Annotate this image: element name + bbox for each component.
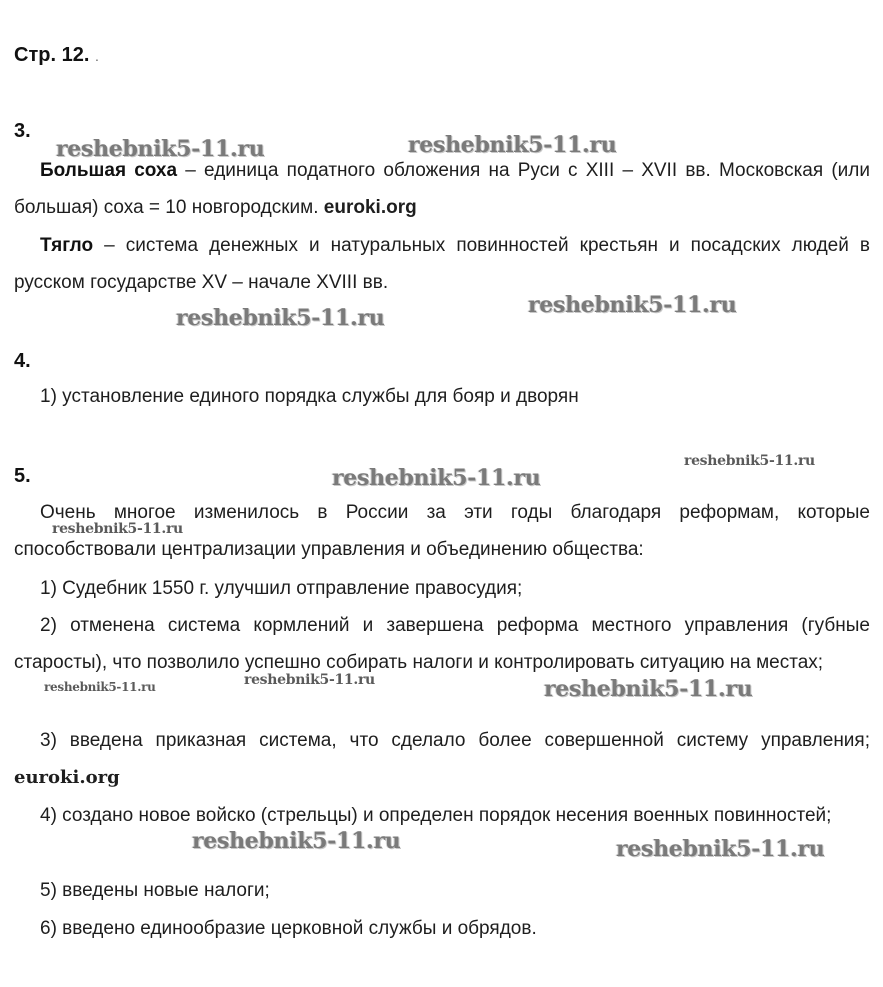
watermark: reshebnik5-11.ru <box>176 305 385 331</box>
watermark: reshebnik5-11.ru <box>52 521 183 537</box>
section-5-item-3-text: 3) введена приказная система, что сделало более совершенной систему управления; <box>40 730 870 751</box>
watermark: reshebnik5-11.ru <box>244 672 375 688</box>
definition-tyaglo: – система денежных и натуральных повинностей крестьян и посадских людей в русском государстве XV – начале XVIII вв. <box>14 235 870 293</box>
watermark: reshebnik5-11.ru <box>684 453 815 469</box>
section-4-item-1: 1) установление единого порядка службы для бояр и дворян <box>40 386 579 407</box>
section-5-intro-text: Очень многое изменилось в России за эти годы благодаря реформам, которые способствовали централизации управления и объединению общества: <box>14 502 870 560</box>
watermark: reshebnik5-11.ru <box>56 136 265 162</box>
page-title <box>14 44 99 67</box>
watermark: reshebnik5-11.ru <box>528 292 737 318</box>
section-5-item-4-text: 4) создано новое войско (стрельцы) и определен порядок несения военных повинностей; <box>40 805 832 826</box>
section-3-paragraph-2 <box>14 227 870 301</box>
section-3-paragraph-1 <box>14 152 870 226</box>
section-4-number: 4. <box>14 350 31 372</box>
section-5-item-6: 6) введено единообразие церковной службы и обрядов. <box>40 918 537 939</box>
watermark: reshebnik5-11.ru <box>44 680 156 694</box>
page-label: Стр. 12. <box>14 44 90 66</box>
watermark: reshebnik5-11.ru <box>544 676 753 702</box>
site-mark: euroki.org <box>14 767 120 788</box>
watermark: reshebnik5-11.ru <box>332 465 541 491</box>
section-5-item-2-text: 2) отменена система кормлений и завершена реформа местного управления (губные старосты), что позволило успешно собирать налоги и контролировать ситуацию на местах; <box>14 615 870 673</box>
section-5-item-1: 1) Судебник 1550 г. улучшил отправление правосудия; <box>40 578 523 599</box>
watermark: reshebnik5-11.ru <box>408 132 617 158</box>
site-mark: euroki.org <box>323 197 417 218</box>
term-bolshaya-sokha: Большая соха <box>40 160 178 181</box>
watermark: reshebnik5-11.ru <box>192 828 401 854</box>
page-label-mark: . <box>94 48 99 64</box>
watermark: reshebnik5-11.ru <box>616 836 825 862</box>
section-5-item-5: 5) введены новые налоги; <box>40 880 270 901</box>
section-3-number: 3. <box>14 120 31 142</box>
definition-bolshaya-sokha: – единица податного обложения на Руси с XIII – XVII вв. Московская (или большая) соха = 10 новгородским. <box>14 160 870 218</box>
term-tyaglo: Тягло <box>40 235 94 256</box>
section-5-item-2 <box>14 607 870 681</box>
section-5-item-4 <box>14 797 870 834</box>
section-5-number: 5. <box>14 465 31 487</box>
section-5-item-3 <box>14 722 870 796</box>
